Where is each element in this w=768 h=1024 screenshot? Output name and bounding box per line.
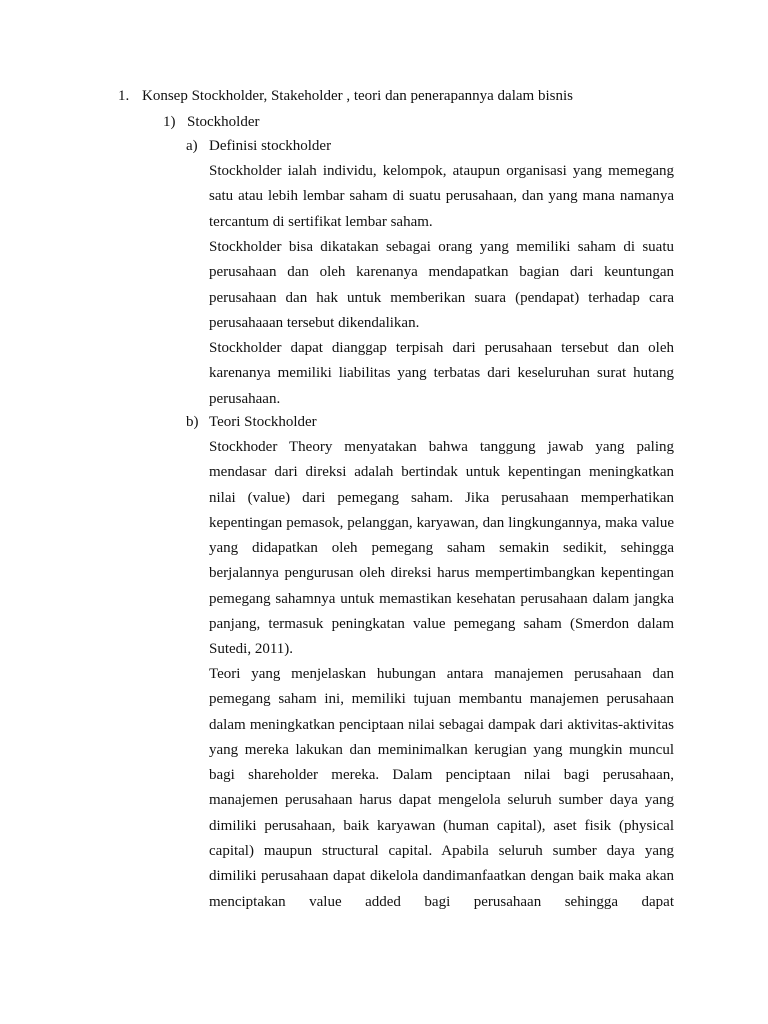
- paragraph: Stockhoder Theory menyatakan bahwa tanggung jawab yang paling mendasar dari direksi adalah bertindak untuk kepentingan meningkatkan nilai (value) dari pemegang saham. Jika perusahaan memperhatikan kepentingan pemasok, pelanggan, karyawan, dan lingkungannya, maka value yang didapatkan oleh pemegang saham semakin sedikit, sehingga berjalannya pengurusan oleh direksi harus mempertimbangkan kepentingan pemegang sahamnya untuk memastikan kesehatan perusahaan dalam jangka panjang, termasuk peningkatan value pemegang saham (Smerdon dalam Sutedi, 2011).: [209, 439, 674, 658]
- paragraph: Stockholder dapat dianggap terpisah dari perusahaan tersebut dan oleh karenanya memiliki liabilitas yang terbatas dari keseluruhan surat hutang perusahaan.: [209, 340, 674, 407]
- list-item-title: Definisi stockholder: [209, 138, 332, 154]
- paragraph: Teori yang menjelaskan hubungan antara manajemen perusahaan dan pemegang saham ini, memiliki tujuan membantu manajemen perusahaan dalam meningkatkan penciptaan nilai sebagai dampak dari aktivitas-aktivitas yang mereka lakukan dan meminimalkan kerugian yang mungkin muncul bagi shareholder mereka. Dalam penciptaan nilai bagi perusahaan, manajemen perusahaan harus dapat mengelola seluruh sumber daya yang dimiliki perusahaan, baik karyawan (human capital), aset fisik (physical capital) maupun structural capital. Apabila seluruh sumber daya yang dimiliki perusahaan dapat dikelola dandimanfaatkan dengan baik maka akan menciptakan value added bagi perusahaan sehingga dapat: [209, 666, 674, 910]
- section-title: Konsep Stockholder, Stakeholder , teori dan penerapannya dalam bisnis: [142, 88, 573, 104]
- section-number: 1.: [118, 88, 130, 104]
- list-item-marker: b): [186, 414, 199, 430]
- list-item-title: Teori Stockholder: [209, 414, 317, 430]
- paragraph: Stockholder ialah individu, kelompok, ataupun organisasi yang memegang satu atau lebih lembar saham di suatu perusahaan, dan yang mana namanya tercantum di sertifikat lembar saham.: [209, 163, 674, 230]
- list-item-marker: a): [186, 138, 198, 154]
- paragraph: Stockholder bisa dikatakan sebagai orang yang memiliki saham di suatu perusahaan dan oleh karenanya mendapatkan bagian dari keuntungan perusahaan dan hak untuk memberikan suara (pendapat) terhadap cara perusahaaan tersebut dikendalikan.: [209, 239, 674, 331]
- subsection-number: 1): [163, 114, 176, 130]
- subsection-title: Stockholder: [187, 114, 260, 130]
